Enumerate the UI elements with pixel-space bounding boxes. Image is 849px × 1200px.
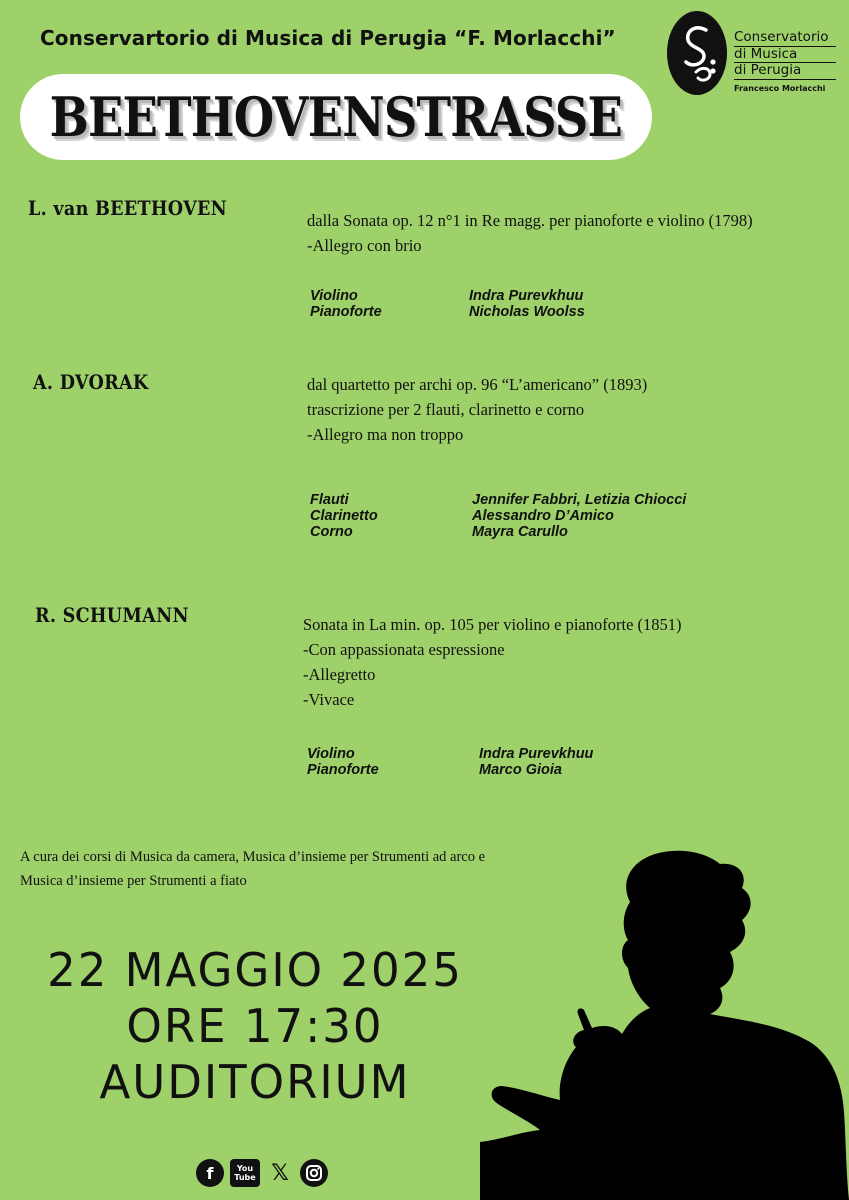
composer-name: A. DVORAK [33,370,149,394]
institution-title: Conservartorio di Musica di Perugia “F. Morlacchi” [40,26,616,50]
x-icon[interactable] [266,1159,294,1187]
instrument-label: Pianoforte [307,762,379,778]
note-line: A cura dei corsi di Musica da camera, Musica d’insieme per Strumenti ad arco e [20,849,486,865]
performer-name: Indra Purevkhuu [469,288,584,304]
logo-line-4: Francesco Morlacchi [734,83,826,93]
instagram-glyph [305,1164,323,1182]
piece-line: -Con appassionata espressione [303,640,505,659]
piece-description [307,208,753,258]
piece-line: Sonata in La min. op. 105 per violino e pianoforte (1851) [303,615,682,634]
piece-line: -Allegro con brio [307,236,422,255]
instrument-label: Clarinetto [310,508,378,524]
youtube-text: You [236,1164,254,1173]
instrument-label: Corno [310,524,353,540]
x-logo-text: 𝕏 [271,1160,289,1186]
composer-name: L. van BEETHOVEN [28,196,228,220]
performer-names [479,746,593,778]
piece-line: trascrizione per 2 flauti, clarinetto e corno [307,400,585,419]
piece-description [303,612,682,712]
facebook-icon[interactable]: f [196,1159,224,1187]
piece-line: -Allegro ma non troppo [307,425,464,444]
beethoven-silhouette [480,842,849,1200]
performer-instruments [310,492,378,540]
logo-line-1: Conservatorio [734,30,836,47]
conservatorio-logo-icon [666,10,728,96]
title-banner [20,74,652,160]
piece-description [307,372,647,447]
instrument-label: Pianoforte [310,304,382,320]
performer-names [469,288,585,320]
instagram-icon[interactable] [300,1159,328,1187]
performer-instruments [310,288,382,320]
logo-line-3: di Perugia [734,63,836,80]
event-time: ORE 17:30 [126,999,384,1053]
logo-line-2: di Musica [734,47,836,64]
event-venue: AUDITORIUM [99,1055,411,1109]
piece-line: dal quartetto per archi op. 96 “L’americano” (1893) [307,375,648,394]
piece-line: -Allegretto [303,665,376,684]
performer-name: Alessandro D’Amico [472,508,614,524]
organizer-note [20,845,485,893]
instrument-label: Violino [307,746,355,762]
logo-wordmark [734,30,836,96]
instrument-label: Flauti [310,492,349,508]
performer-name: Nicholas Woolss [469,304,585,320]
piece-line: -Vivace [303,690,355,709]
event-details [25,942,486,1110]
event-title: BEETHOVENSTRASSE [49,85,623,149]
youtube-icon[interactable] [230,1159,260,1187]
social-links [196,1159,328,1187]
performer-name: Marco Gioia [479,762,562,778]
event-date: 22 MAGGIO 2025 [47,943,463,997]
piece-line: dalla Sonata op. 12 n°1 in Re magg. per pianoforte e violino (1798) [307,211,753,230]
performer-instruments [307,746,379,778]
note-line: Musica d’insieme per Strumenti a fiato [20,873,247,889]
youtube-text: Tube [234,1173,256,1182]
performer-names [472,492,686,540]
instrument-label: Violino [310,288,358,304]
performer-name: Jennifer Fabbri, Letizia Chiocci [472,492,687,508]
performer-name: Mayra Carullo [472,524,568,540]
performer-name: Indra Purevkhuu [479,746,594,762]
composer-name: R. SCHUMANN [35,603,189,627]
